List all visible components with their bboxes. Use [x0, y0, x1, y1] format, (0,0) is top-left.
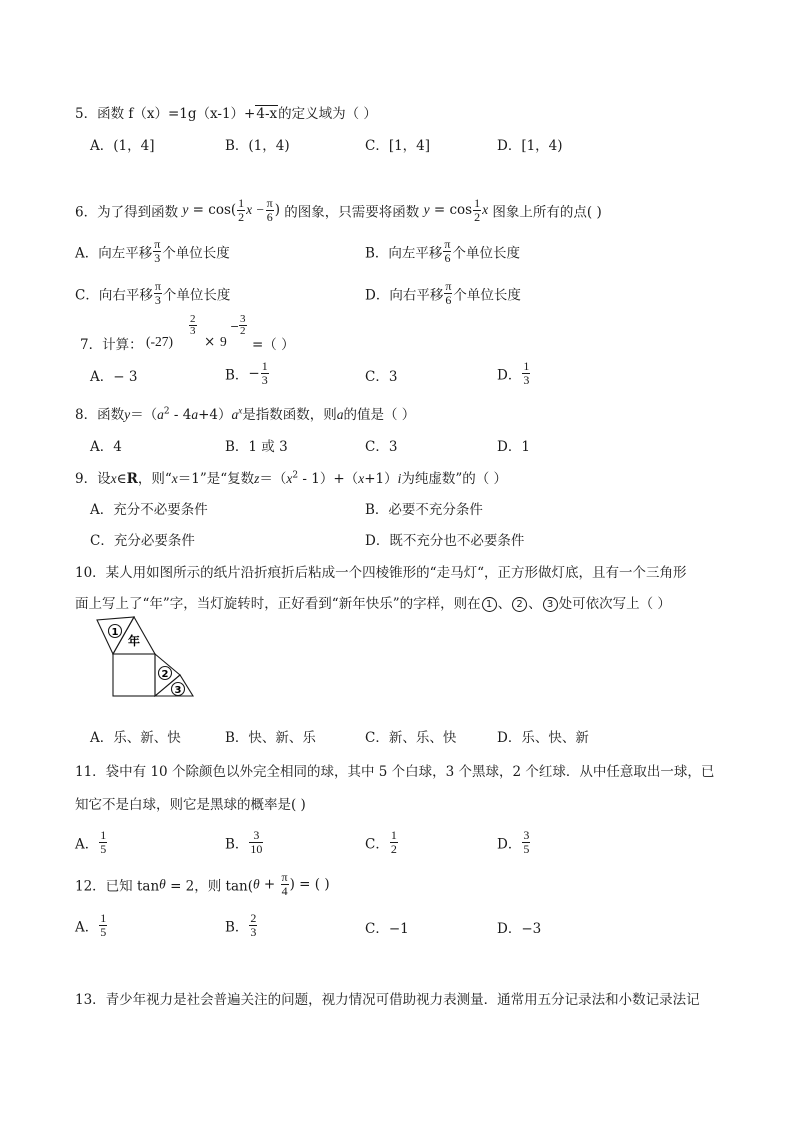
q7-option-c: C．3 — [365, 369, 398, 385]
q7-option-b: B．− $\frac{1}{3}$ — [225, 359, 268, 387]
q7-option-a: A．− 3 — [90, 369, 138, 385]
question-8-stem: 8．函数$y=(a^2 - 4a+4)a^x$是指数函数，则a的值是（ ） — [75, 405, 416, 423]
q5-option-b: B．(1，4) — [225, 138, 290, 154]
question-11-line-2: 知它不是白球，则它是黑球的概率是( ) — [75, 797, 306, 813]
q10-option-b: B．快、新、乐 — [225, 730, 316, 746]
q11-option-c: C． $\frac{1}{2}$ — [365, 828, 397, 856]
q6-option-c: C．向右平移 $\frac{\pi}{3}$ 个单位长度 — [75, 279, 231, 307]
question-10-line-1: 10．某人用如图所示的纸片沿折痕折后粘成一个四棱锥形的“走马灯“，正方形做灯底，且有一个三角形 — [75, 565, 687, 581]
question-10-line-2: 面上写上了“年”字，当灯旋转时，正好看到“新年快乐”的字样，则在 1 、 2 、 3 处可依次写上（ ） — [75, 596, 671, 612]
question-5-stem: 5．函数 f（x）=1g（x-1）+4-x的定义域为（ ） — [75, 106, 377, 122]
figure-mark-3: 3 — [174, 685, 182, 696]
figure-nian-label: 年 — [127, 634, 141, 648]
q11-option-b: B． $\frac{3}{10}$ — [225, 828, 263, 856]
formula-source: y = cos $\frac{1}{2}$ x — [423, 196, 489, 224]
q6-option-b: B．向左平移 $\frac{\pi}{6}$ 个单位长度 — [365, 237, 520, 265]
q9-option-b: B．必要不充分条件 — [365, 502, 483, 518]
q10-option-d: D．乐、快、新 — [497, 730, 589, 746]
q8-option-a: A．4 — [90, 439, 122, 455]
q6-option-a: A．向左平移 $\frac{\pi}{3}$ 个单位长度 — [75, 237, 230, 265]
q12-option-d: D．−3 — [497, 921, 542, 937]
figure-mark-2: 2 — [161, 669, 169, 680]
q9-option-a: A．充分不必要条件 — [90, 502, 208, 518]
formula-target: y = cos( $\frac{1}{2}$ x − $\frac{\pi}{6}$ ) — [182, 196, 280, 224]
q5-option-a: A．(1，4] — [90, 138, 155, 154]
question-13-line-1: 13．青少年视力是社会普遍关注的问题，视力情况可借助视力表测量．通常用五分记录法和小数记录法记 — [75, 992, 700, 1008]
figure-mark-1: 1 — [111, 627, 119, 638]
q9-option-d: D．既不充分也不必要条件 — [365, 533, 525, 549]
q8-option-b: B．1 或 3 — [225, 439, 288, 455]
q9-option-c: C．充分必要条件 — [90, 533, 195, 549]
q5-option-c: C．[1，4] — [365, 138, 431, 154]
lantern-net-figure — [85, 612, 200, 707]
q10-option-a: A．乐、新、快 — [90, 730, 181, 746]
question-6-stem: 6．为了得到函数 y = cos( $\frac{1}{2}$ x − $\frac{\pi}{6}$ ) 的图象，只需要将函数 y = cos $\frac{1}{2}$ x 图象上所有的点( ) — [75, 196, 602, 224]
q8-option-d: D．1 — [497, 439, 530, 455]
question-9-stem: 9．设x∈R，则“x＝1”是“复数$z=(x^2 - 1)+(x+1)i$为纯虚数”的（ ） — [75, 470, 508, 487]
q10-option-c: C．新、乐、快 — [365, 730, 457, 746]
q6-option-d: D．向右平移 $\frac{\pi}{6}$ 个单位长度 — [365, 279, 521, 307]
q12-option-a: A． $\frac{1}{5}$ — [75, 911, 107, 939]
q7-option-d: D． $\frac{1}{3}$ — [497, 359, 530, 387]
question-11-line-1: 11．袋中有 10 个除颜色以外完全相同的球，其中 5 个白球，3 个黑球，2 个红球．从中任意取出一球，已 — [75, 764, 715, 780]
q12-option-b: B． $\frac{2}{3}$ — [225, 911, 257, 939]
q11-option-a: A． $\frac{1}{5}$ — [75, 828, 107, 856]
q5-option-d: D．[1，4) — [497, 138, 563, 154]
question-12-stem: 12．已知 tanθ = 2，则 tan(θ + $\frac{\pi}{4}$ ) = ( ) — [75, 870, 330, 898]
q12-option-c: C．−1 — [365, 921, 409, 937]
q11-option-d: D． $\frac{3}{5}$ — [497, 828, 530, 856]
q8-option-c: C．3 — [365, 439, 398, 455]
